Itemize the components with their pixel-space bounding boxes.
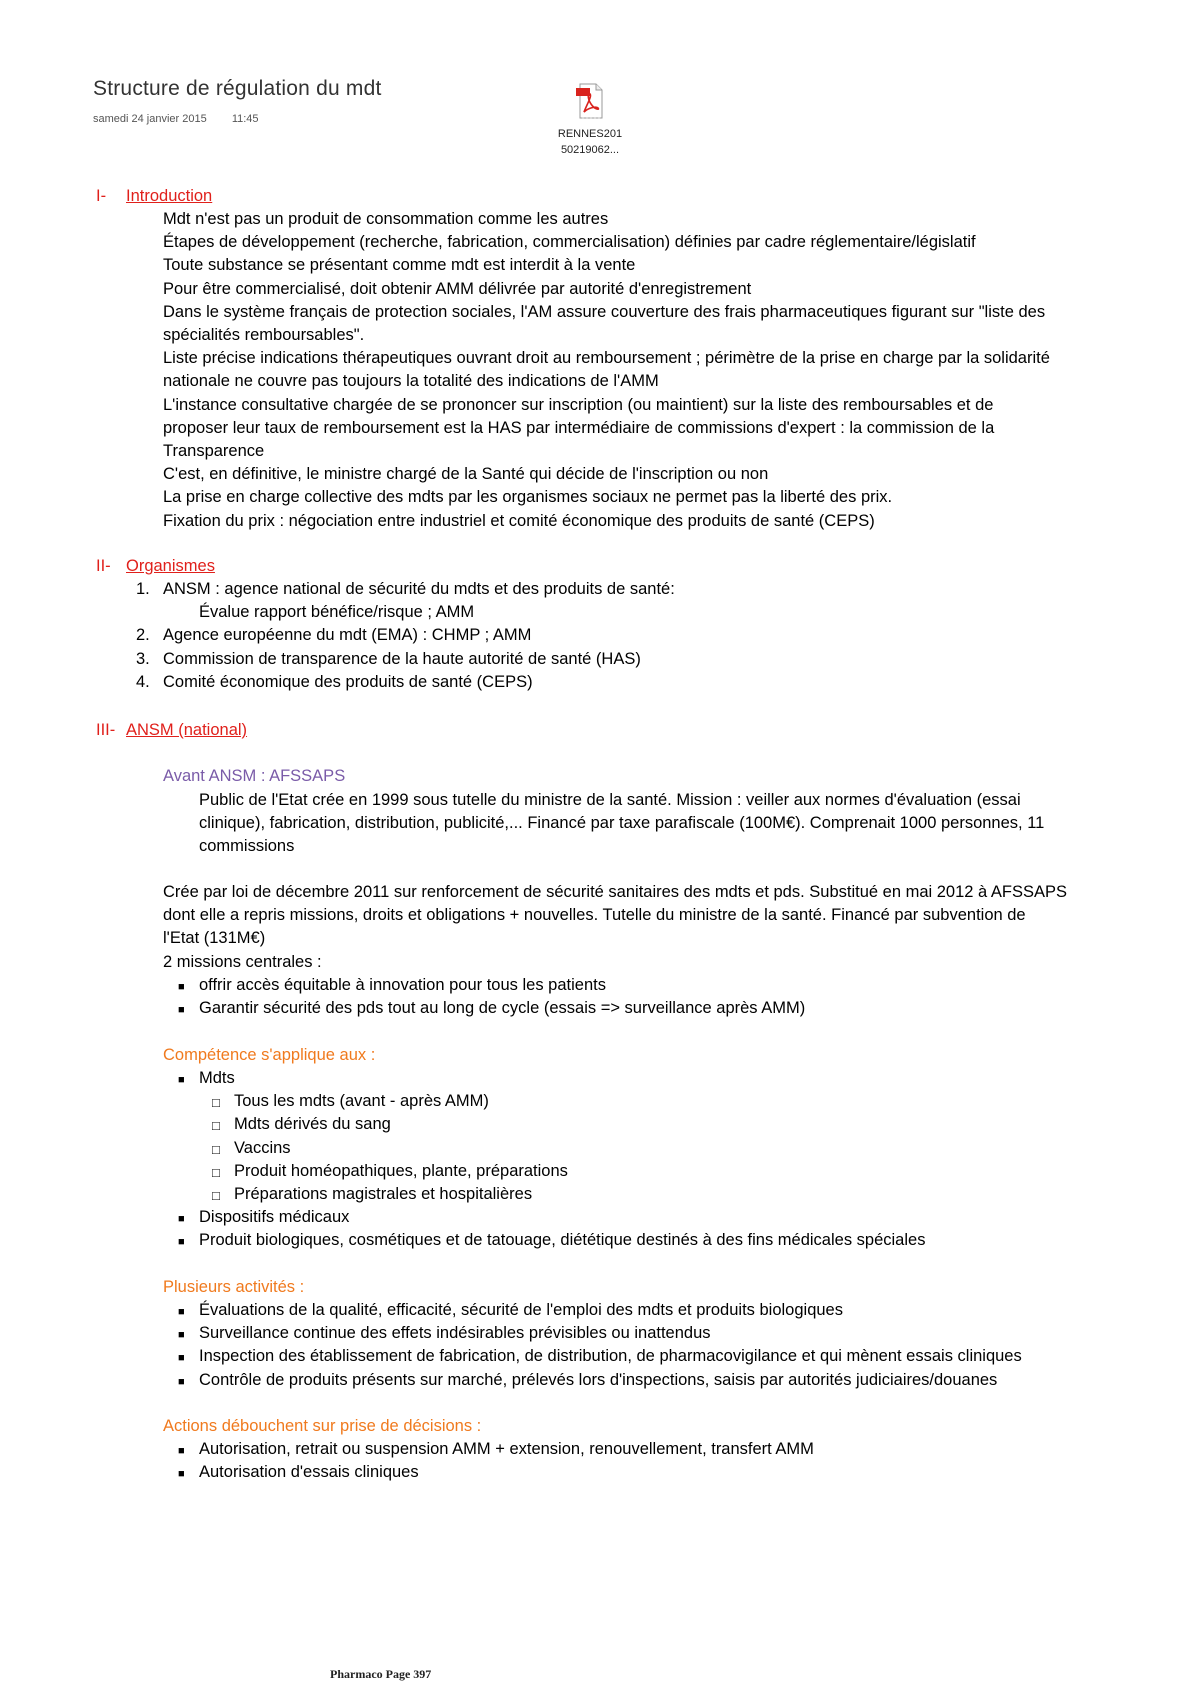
list-item: Autorisation, retrait ou suspension AMM + extension, renouvellement, transfert AMM bbox=[199, 1440, 814, 1458]
list-item: Produit homéopathiques, plante, préparations bbox=[234, 1161, 568, 1180]
bullet-hollow-square-icon: □ bbox=[212, 1188, 220, 1203]
bullet-square-icon: ■ bbox=[178, 1375, 185, 1388]
bullet-square-icon: ■ bbox=[178, 1213, 185, 1226]
paragraph-line: Crée par loi de décembre 2011 sur renforcement de sécurité sanitaires des mdts et pds. Substitué en mai 2012 à AFSSAPS bbox=[163, 883, 1068, 901]
list-item: Agence européenne du mdt (EMA) : CHMP ; AMM bbox=[163, 626, 532, 645]
page-time: 11:45 bbox=[231, 113, 259, 125]
page-footer: Pharmaco Page 397 bbox=[330, 1667, 432, 1681]
bullet-square-icon: ■ bbox=[178, 1306, 185, 1318]
paragraph-line: Étapes de développement (recherche, fabrication, commercialisation) définies par cadre réglementaire/législatif bbox=[163, 233, 976, 252]
section-heading: I- Introduction bbox=[96, 187, 213, 205]
bullet-square-icon: ■ bbox=[178, 1445, 185, 1457]
list-item: Produit biologiques, cosmétiques et de tatouage, diététique destinés à des fins médicales spéciales bbox=[199, 1231, 926, 1250]
list-item: Tous les mdts (avant - après AMM) bbox=[234, 1092, 489, 1111]
list-item: Autorisation d'essais cliniques bbox=[199, 1463, 419, 1482]
attachment-label: RENNES201 50219062... bbox=[557, 128, 623, 156]
paragraph-line: spécialités remboursables". bbox=[163, 326, 365, 344]
section-heading: II- Organismes bbox=[96, 557, 215, 575]
list-number: 2. bbox=[136, 626, 150, 645]
paragraph-line: C'est, en définitive, le ministre chargé de la Santé qui décide de l'inscription ou non bbox=[163, 465, 769, 484]
page-meta bbox=[93, 113, 259, 125]
list-item: Contrôle de produits présents sur marché, prélevés lors d'inspections, saisis par autorités judiciaires/douanes bbox=[199, 1370, 998, 1389]
paragraph-line: clinique), fabrication, distribution, publicité,... Financé par taxe parafiscale (100M€). Comprenait 1000 personnes, 11 bbox=[199, 814, 1045, 833]
paragraph-line: Dans le système français de protection sociales, l'AM assure couverture des frais pharmaceutiques figurant sur "liste des bbox=[163, 302, 1046, 321]
paragraph-line: Pour être commercialisé, doit obtenir AMM délivrée par autorité d'enregistrement bbox=[163, 279, 752, 298]
list-item: Préparations magistrales et hospitalières bbox=[234, 1185, 533, 1203]
bullet-square-icon: ■ bbox=[178, 1352, 185, 1365]
paragraph-line: l'Etat (131M€) bbox=[163, 929, 266, 948]
paragraph-line: Mdt n'est pas un produit de consommation comme les autres bbox=[163, 210, 609, 228]
list-item: ANSM : agence national de sécurité du mdts et des produits de santé: bbox=[163, 580, 675, 598]
bullet-square-icon: ■ bbox=[178, 1468, 185, 1481]
page-date: samedi 24 janvier 2015 bbox=[93, 113, 207, 125]
list-item: Garantir sécurité des pds tout au long de cycle (essais => surveillance après AMM) bbox=[199, 999, 806, 1018]
paragraph-line: Toute substance se présentant comme mdt est interdit à la vente bbox=[163, 256, 636, 275]
bullet-square-icon: ■ bbox=[178, 1004, 185, 1017]
list-item: offrir accès équitable à innovation pour tous les patients bbox=[199, 976, 606, 994]
bullet-square-icon: ■ bbox=[178, 1329, 185, 1342]
subheading-actions: Actions débouchent sur prise de décisions : bbox=[163, 1417, 482, 1435]
paragraph-line: Liste précise indications thérapeutiques ouvrant droit au remboursement ; périmètre de la prise en charge par la solidarité bbox=[163, 349, 1050, 368]
paragraph-line: dont elle a repris missions, droits et obligations + nouvelles. Tutelle du ministre de la santé. Financé par subvention de bbox=[163, 906, 1026, 925]
list-number: 3. bbox=[136, 649, 150, 668]
paragraph-line: nationale ne couvre pas toujours la totalité des indications de l'AMM bbox=[163, 372, 659, 391]
bullet-square-icon: ■ bbox=[178, 981, 185, 993]
list-item: Commission de transparence de la haute autorité de santé (HAS) bbox=[163, 649, 641, 668]
bullet-hollow-square-icon: □ bbox=[212, 1141, 220, 1157]
list-item: Comité économique des produits de santé (CEPS) bbox=[163, 672, 533, 691]
bullet-hollow-square-icon: □ bbox=[212, 1164, 220, 1180]
bullet-square-icon: ■ bbox=[178, 1236, 185, 1249]
list-item: Vaccins bbox=[234, 1138, 291, 1157]
bullet-square-icon: ■ bbox=[178, 1074, 185, 1086]
section-heading: III- ANSM (national) bbox=[96, 721, 248, 739]
pdf-icon bbox=[572, 82, 608, 122]
paragraph-line: Transparence bbox=[163, 442, 265, 460]
bullet-hollow-square-icon: □ bbox=[212, 1118, 220, 1134]
bullet-hollow-square-icon: □ bbox=[212, 1095, 220, 1111]
subheading-avant: Avant ANSM : AFSSAPS bbox=[163, 767, 346, 785]
page-title: Structure de régulation du mdt bbox=[93, 77, 382, 100]
paragraph-line: Public de l'Etat crée en 1999 sous tutelle du ministre de la santé. Mission : veiller aux normes d'évaluation (essai bbox=[199, 791, 1021, 809]
paragraph-line: commissions bbox=[199, 837, 295, 856]
paragraph-line: La prise en charge collective des mdts par les organismes sociaux ne permet pas la liberté des prix. bbox=[163, 488, 893, 507]
paragraph-line: L'instance consultative chargée de se prononcer sur inscription (ou maintient) sur la liste des remboursables et de bbox=[163, 395, 994, 414]
list-item: Inspection des établissement de fabrication, de distribution, de pharmacovigilance et qui mènent essais cliniques bbox=[199, 1347, 1022, 1366]
list-number: 4. bbox=[136, 672, 150, 691]
pdf-attachment[interactable] bbox=[540, 82, 640, 158]
subheading-activites: Plusieurs activités : bbox=[163, 1278, 305, 1296]
list-item: Dispositifs médicaux bbox=[199, 1208, 350, 1227]
paragraph-line: proposer leur taux de remboursement est la HAS par intermédiaire de commissions d'expert : la commission de la bbox=[163, 418, 995, 437]
paragraph-line: Fixation du prix : négociation entre industriel et comité économique des produits de santé (CEPS) bbox=[163, 511, 875, 530]
list-item: Évalue rapport bénéfice/risque ; AMM bbox=[199, 603, 475, 622]
list-item: Mdts bbox=[199, 1069, 235, 1087]
subheading-competence: Compétence s'applique aux : bbox=[163, 1046, 376, 1064]
paragraph-line: 2 missions centrales : bbox=[163, 952, 322, 971]
list-number: 1. bbox=[136, 580, 150, 598]
list-item: Surveillance continue des effets indésirables prévisibles ou inattendus bbox=[199, 1324, 711, 1343]
list-item: Évaluations de la qualité, efficacité, sécurité de l'emploi des mdts et produits biologiques bbox=[199, 1301, 843, 1319]
list-item: Mdts dérivés du sang bbox=[234, 1115, 391, 1134]
